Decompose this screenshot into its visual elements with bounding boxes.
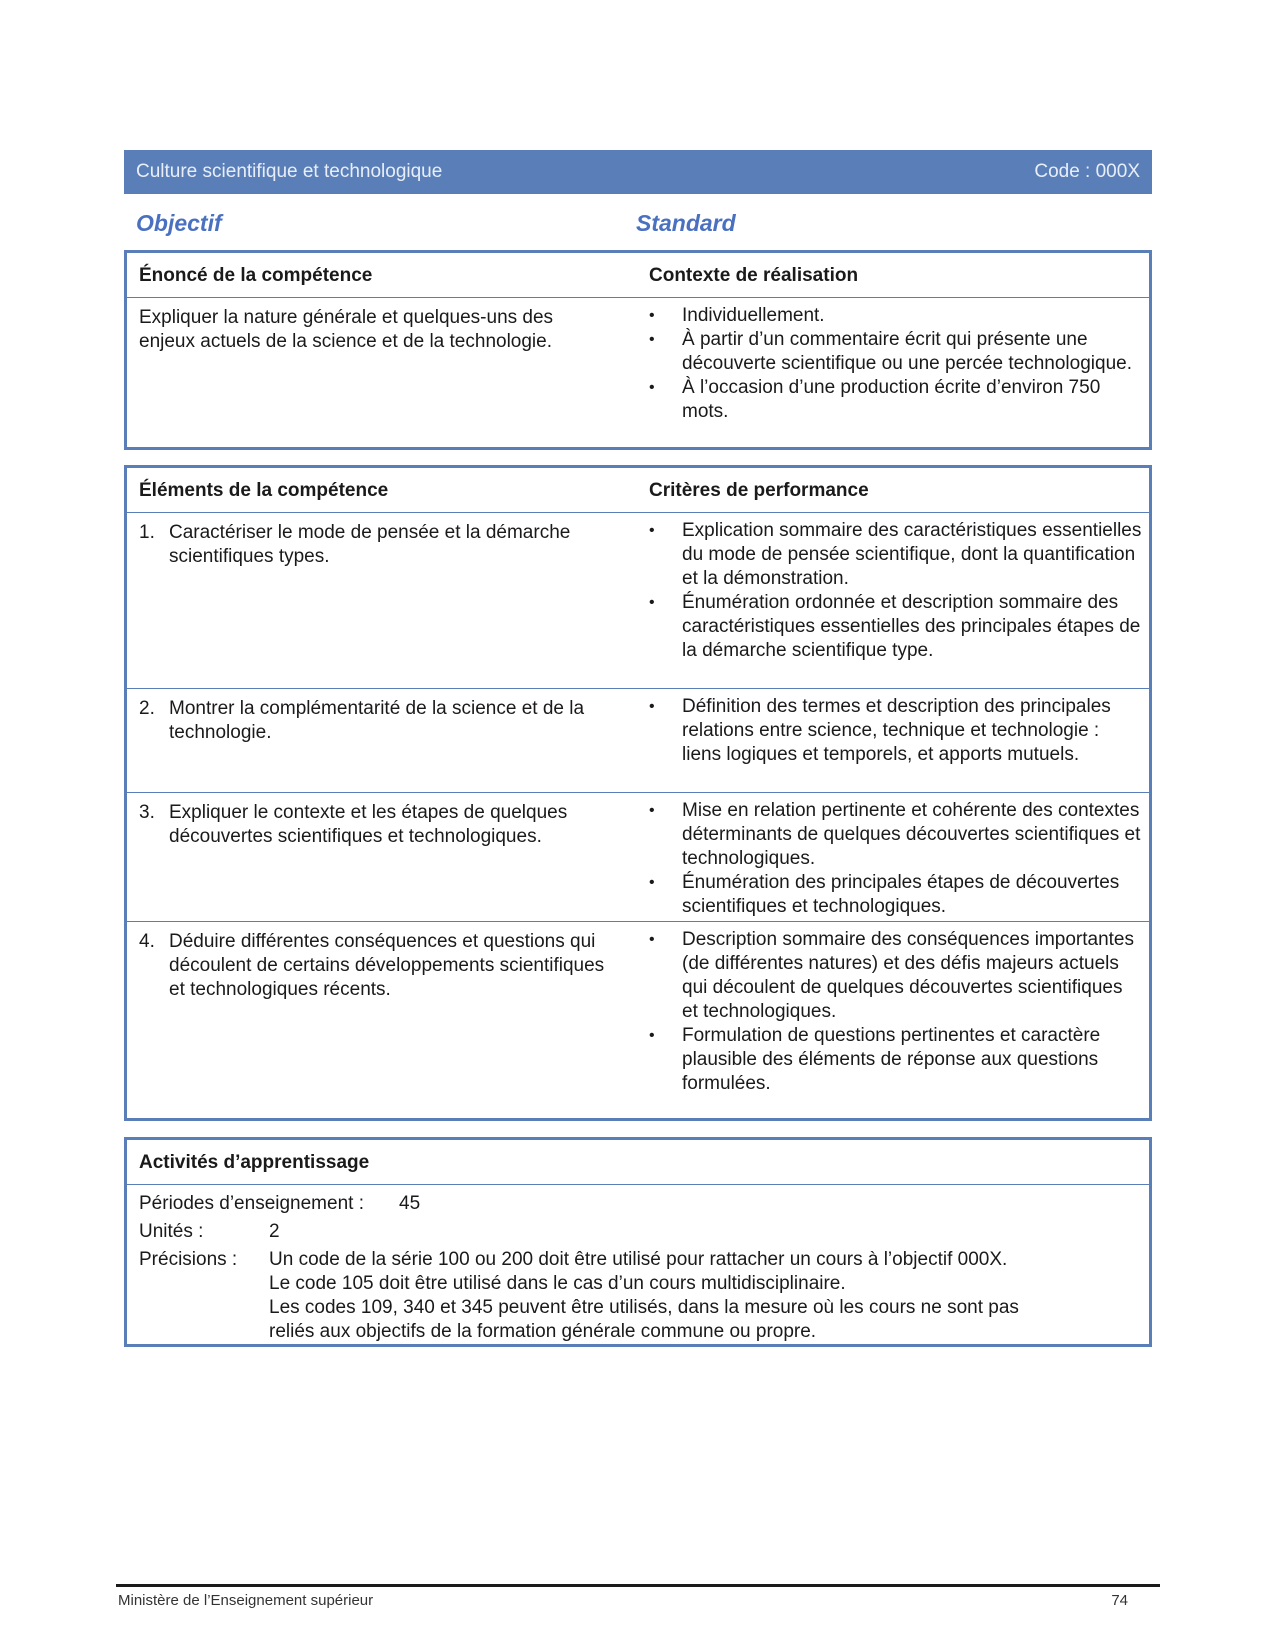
unites-value: 2 — [269, 1221, 280, 1242]
standard-heading: Standard — [636, 210, 736, 236]
course-title: Culture scientifique et technologique — [136, 161, 443, 182]
section-headings — [136, 210, 1036, 240]
periodes-value: 45 — [399, 1193, 421, 1214]
list-item: • Définition des termes et description des principales relations entre science, technique et technologie : liens logiques et temporels, et apports mutuels. — [649, 696, 1111, 765]
list-item: • À partir d’un commentaire écrit qui présente une découverte scientifique ou une percée technologique. — [649, 329, 1132, 374]
bullet-icon: • — [649, 1027, 655, 1044]
element-text: 2. Montrer la complémentarité de la science et de la technologie. — [139, 698, 585, 743]
criteria-list — [649, 695, 1142, 767]
list-item: • Individuellement. — [649, 305, 825, 326]
footer-divider — [116, 1584, 1160, 1587]
activites-header: Activités d’apprentissage — [139, 1152, 370, 1173]
list-item: • Formulation de questions pertinentes et caractère plausible des éléments de réponse aux questions formulées. — [649, 1025, 1101, 1094]
contexte-list — [649, 304, 1142, 424]
activites-box — [124, 1137, 1152, 1347]
precision-line: Un code de la série 100 ou 200 doit être utilisé pour rattacher un cours à l’objectif 000X. — [269, 1249, 1008, 1270]
table-row — [127, 513, 1149, 689]
list-item: • Explication sommaire des caractéristiques essentielles du mode de pensée scientifique, dont la quantification et la démonstration. — [649, 520, 1142, 589]
element-number: 4. — [139, 931, 155, 952]
list-item: • À l’occasion d’une production écrite d’environ 750 mots. — [649, 377, 1101, 422]
bullet-icon: • — [649, 874, 655, 891]
precision-line: Le code 105 doit être utilisé dans le cas d’un cours multidisciplinaire. — [269, 1273, 846, 1294]
bullet-icon: • — [649, 522, 655, 539]
bullet-icon: • — [649, 931, 655, 948]
table-row — [127, 689, 1149, 793]
competence-box — [124, 250, 1152, 450]
precision-line: Les codes 109, 340 et 345 peuvent être utilisés, dans la mesure où les cours ne sont pas — [269, 1297, 1019, 1318]
page-number: 74 — [1111, 1592, 1128, 1609]
competence-box-header — [127, 253, 1149, 298]
bullet-icon: • — [649, 307, 655, 324]
criteria-list — [649, 799, 1142, 919]
table-row — [127, 793, 1149, 922]
element-number: 2. — [139, 698, 155, 719]
precisions-label: Précisions : — [139, 1249, 238, 1270]
competence-row — [127, 298, 1149, 448]
course-code: Code : 000X — [1034, 161, 1140, 182]
course-title-band — [124, 150, 1152, 194]
list-item: • Énumération des principales étapes de découvertes scientifiques et technologiques. — [649, 872, 1120, 917]
elements-box-header — [127, 468, 1149, 513]
bullet-icon: • — [649, 802, 655, 819]
bullet-icon: • — [649, 379, 655, 396]
enonce-header: Énoncé de la compétence — [139, 265, 373, 286]
periodes-label: Périodes d’enseignement : — [139, 1193, 364, 1214]
element-text: 1. Caractériser le mode de pensée et la démarche scientifiques types. — [139, 522, 571, 567]
precision-line: reliés aux objectifs de la formation générale commune ou propre. — [269, 1321, 817, 1342]
criteria-list — [649, 519, 1142, 663]
element-text: 3. Expliquer le contexte et les étapes de quelques découvertes scientifiques et technologiques. — [139, 802, 568, 847]
element-number: 3. — [139, 802, 155, 823]
objectif-heading: Objectif — [136, 210, 222, 236]
criteria-list — [649, 928, 1142, 1096]
list-item: • Description sommaire des conséquences importantes (de différentes natures) et des défis majeurs actuels qui découlent de quelques découvertes scientifiques et technologiques. — [649, 929, 1134, 1022]
bullet-icon: • — [649, 698, 655, 715]
activites-box-header — [127, 1140, 1149, 1185]
list-item: • Énumération ordonnée et description sommaire des caractéristiques essentielles des principales étapes de la démarche scientifique type. — [649, 592, 1141, 661]
bullet-icon: • — [649, 331, 655, 348]
contexte-header: Contexte de réalisation — [649, 265, 859, 286]
enonce-text: Expliquer la nature générale et quelques-uns des enjeux actuels de la science et de la technologie. — [139, 307, 554, 352]
elements-header: Éléments de la compétence — [139, 480, 389, 501]
bullet-icon: • — [649, 594, 655, 611]
footer-ministry: Ministère de l’Enseignement supérieur — [118, 1592, 374, 1609]
page-footer — [118, 1592, 1128, 1609]
elements-box — [124, 465, 1152, 1121]
table-row — [127, 922, 1149, 1121]
element-number: 1. — [139, 522, 155, 543]
list-item: • Mise en relation pertinente et cohérente des contextes déterminants de quelques découvertes scientifiques et technologiques. — [649, 800, 1141, 869]
unites-label: Unités : — [139, 1221, 204, 1242]
criteres-header: Critères de performance — [649, 480, 869, 501]
element-text: 4. Déduire différentes conséquences et questions qui découlent de certains développements scientifiques et technologiques récents. — [139, 931, 605, 1000]
